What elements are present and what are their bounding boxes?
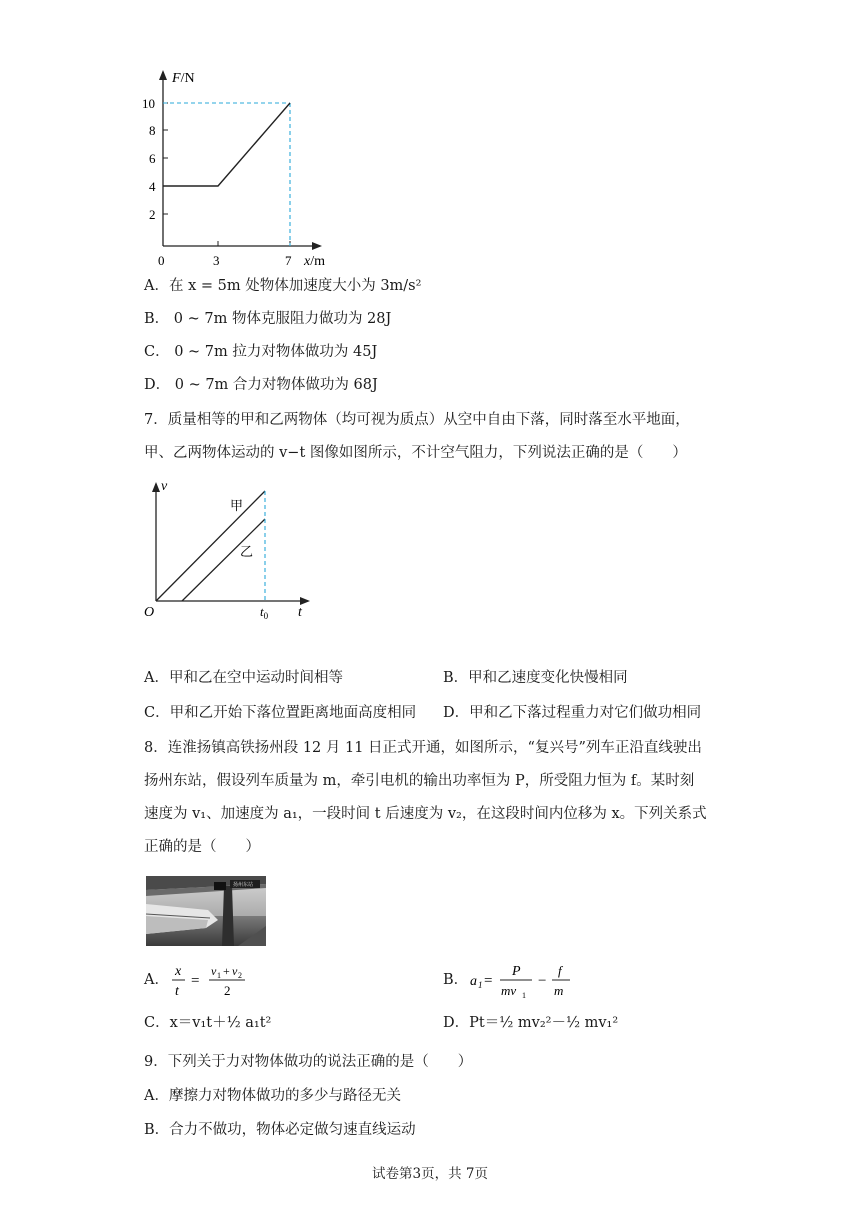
q7-stem-line1: 7．质量相等的甲和乙两物体（均可视为质点）从空中自由下落，同时落至水平地面，: [144, 412, 690, 428]
y-tick-label: 8: [149, 123, 156, 138]
page-footer: 试卷第3页，共 7页: [372, 1166, 488, 1182]
svg-text:=: =: [190, 973, 200, 989]
train-station-photo: [146, 876, 266, 946]
q6-option-a: A．在 x = 5m 处物体加速度大小为 3m/s²: [144, 278, 422, 294]
svg-text:v: v: [210, 964, 217, 978]
svg-text:a: a: [470, 974, 478, 989]
y-tick-label: 6: [149, 151, 156, 166]
y-tick-label: 2: [149, 207, 156, 222]
force-displacement-graph: [140, 64, 340, 274]
q7-option-c: C．甲和乙开始下落位置距离地面高度相同: [144, 705, 417, 721]
station-sign-text: 扬州东站: [233, 883, 254, 888]
q6-option-d: D． 0 ~ 7m 合力对物体做功为 68J: [144, 377, 378, 393]
svg-text:mv: mv: [501, 983, 517, 998]
y-axis-label: F/N: [172, 71, 195, 86]
velocity-time-graph: [140, 476, 320, 626]
svg-text:m: m: [554, 983, 564, 998]
q8-option-b: [443, 960, 588, 1000]
force-line: [163, 103, 290, 186]
q7-option-b: B．甲和乙速度变化快慢相同: [443, 670, 628, 686]
x-tick-label: 3: [213, 253, 220, 268]
q7-option-d: D．甲和乙下落过程重力对它们做功相同: [443, 705, 702, 721]
x-tick-label: 7: [285, 253, 292, 268]
y-tick-label: 4: [149, 179, 156, 194]
fraction-x-over-t: [169, 960, 253, 1000]
q6-option-b: B． 0 ~ 7m 物体克服阻力做功为 28J: [144, 311, 392, 327]
svg-text:−: −: [538, 973, 547, 989]
t-axis-label: t: [298, 605, 302, 620]
svg-text:=: =: [484, 973, 493, 989]
t0-label: $t_0$: [260, 604, 269, 621]
q8-option-d: D．Pt＝½ mv₂²－½ mv₁²: [443, 1015, 619, 1031]
q8-stem-line1: 8．连淮扬镇高铁扬州段 12 月 11 日正式开通，如图所示，“复兴号”列车正沿直线驶出: [144, 740, 702, 756]
svg-text:v: v: [231, 964, 238, 978]
svg-text:2: 2: [223, 983, 231, 998]
svg-text:x: x: [174, 964, 182, 979]
origin-label: O: [144, 605, 155, 620]
line-yi: [182, 519, 265, 601]
svg-text:1: 1: [478, 980, 483, 990]
q9-option-a: A．摩擦力对物体做功的多少与路径无关: [144, 1088, 401, 1104]
q8-option-c: C．x＝v₁t＋½ a₁t²: [144, 1015, 272, 1031]
svg-text:P: P: [512, 964, 521, 979]
svg-text:t: t: [174, 984, 179, 999]
svg-text:f: f: [558, 963, 562, 978]
v-axis-label: v: [161, 479, 168, 494]
q8-option-a: [144, 960, 253, 1000]
q7-stem-line2: 甲、乙两物体运动的 v−t 图像如图所示，不计空气阻力，下列说法正确的是（ ）: [144, 445, 687, 461]
q8-stem-line4: 正确的是（ ）: [144, 839, 260, 855]
y-tick-label: 10: [142, 96, 155, 111]
svg-text:1: 1: [522, 991, 527, 1000]
q7-option-a: A．甲和乙在空中运动时间相等: [144, 670, 343, 686]
q8-option-b-label: B．: [443, 972, 469, 988]
svg-text:2: 2: [237, 971, 242, 980]
q6-option-c: C． 0 ~ 7m 拉力对物体做功为 45J: [144, 344, 378, 360]
x-axis-label: x/m: [304, 254, 325, 269]
formula-a1: [468, 960, 588, 1000]
q8-stem-line3: 速度为 v₁、加速度为 a₁，一段时间 t 后速度为 v₂，在这段时间内位移为 x。下列关系式: [144, 806, 707, 822]
x-tick-label: 0: [158, 253, 165, 268]
q8-option-a-label: A．: [144, 972, 169, 988]
q8-stem-line2: 扬州东站，假设列车质量为 m，牵引电机的输出功率恒为 P，所受阻力恒为 f。某时刻: [144, 773, 695, 789]
svg-text:+: +: [222, 964, 230, 978]
yi-label: 乙: [240, 544, 254, 559]
jia-label: 甲: [230, 498, 244, 513]
q9-stem: 9．下列关于力对物体做功的说法正确的是（ ）: [144, 1054, 473, 1070]
q9-option-b: B．合力不做功，物体必定做匀速直线运动: [144, 1122, 416, 1138]
svg-text:1: 1: [216, 971, 221, 980]
